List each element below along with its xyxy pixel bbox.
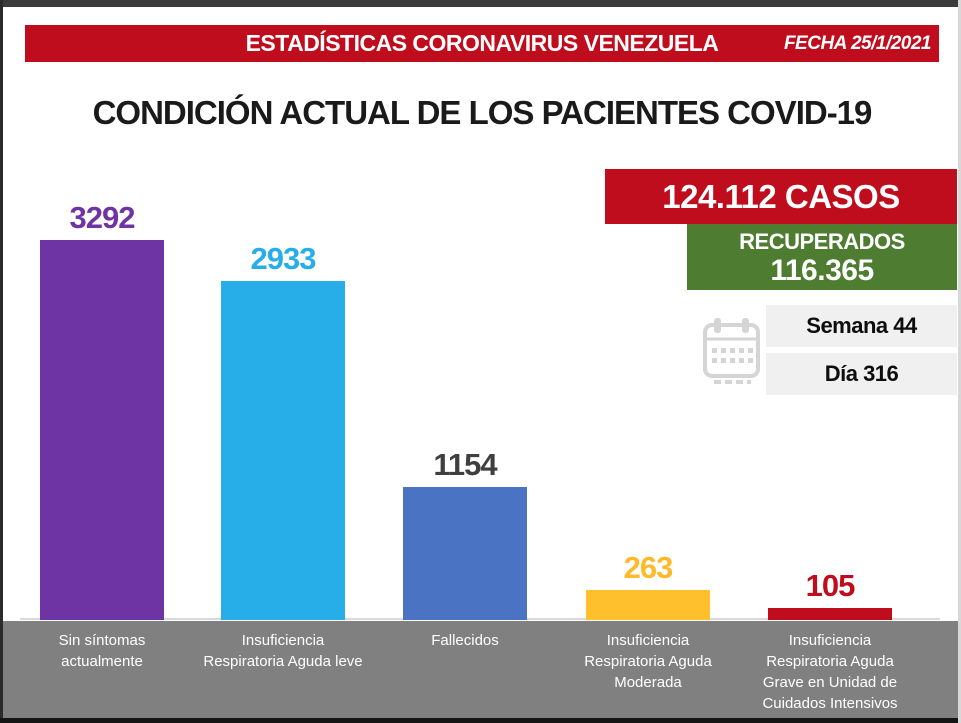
bar-ira-moderada bbox=[586, 590, 710, 620]
category-line: Respiratoria Aguda leve bbox=[203, 653, 363, 670]
bar-value-label: 2933 bbox=[250, 241, 316, 276]
recovered-box bbox=[687, 224, 957, 290]
bar-value-label: 105 bbox=[805, 568, 855, 603]
bar-group-sin-sintomas bbox=[40, 200, 164, 620]
banner-title: ESTADÍSTICAS CORONAVIRUS VENEZUELA bbox=[245, 30, 719, 56]
bar-ira-leve bbox=[221, 281, 345, 620]
banner-date: FECHA 25/1/2021 bbox=[783, 33, 931, 54]
category-line: Insuficiencia bbox=[788, 632, 872, 649]
category-line: Sin síntomas bbox=[58, 632, 146, 649]
category-line: Moderada bbox=[614, 674, 682, 691]
category-label-sin-sintomas bbox=[2, 630, 202, 672]
recovered-value: 116.365 bbox=[770, 254, 874, 287]
bar-fallecidos bbox=[403, 487, 527, 620]
category-axis-band bbox=[3, 621, 958, 718]
category-line: actualmente bbox=[61, 653, 143, 670]
window-border-left bbox=[0, 0, 3, 723]
total-cases-label: 124.112 CASOS bbox=[662, 178, 900, 215]
category-line: Cuidados Intensivos bbox=[762, 695, 898, 712]
bar-group-ira-leve bbox=[221, 241, 345, 620]
bar-sin-sintomas bbox=[40, 240, 164, 620]
category-line: Insuficiencia bbox=[606, 632, 690, 649]
week-label: Semana 44 bbox=[806, 313, 917, 338]
window-border-bottom bbox=[0, 718, 961, 723]
recovered-title: RECUPERADOS bbox=[739, 229, 905, 254]
category-line: Insuficiencia bbox=[241, 632, 325, 649]
category-label-ira-moderada bbox=[548, 630, 748, 693]
bar-ira-grave bbox=[768, 608, 892, 620]
category-line: Respiratoria Aguda bbox=[766, 653, 894, 670]
bar-group-ira-moderada bbox=[586, 550, 710, 620]
bar-group-fallecidos bbox=[403, 447, 527, 620]
week-badge bbox=[766, 305, 957, 347]
page-title: CONDICIÓN ACTUAL DE LOS PACIENTES COVID-19 bbox=[92, 94, 872, 131]
bar-value-label: 1154 bbox=[433, 447, 497, 482]
category-line: Grave en Unidad de bbox=[762, 674, 898, 691]
bar-value-label: 263 bbox=[623, 550, 673, 585]
category-label-ira-grave bbox=[730, 630, 930, 714]
bar-group-ira-grave bbox=[768, 568, 892, 620]
category-line: Respiratoria Aguda bbox=[584, 653, 712, 670]
window-border-top bbox=[0, 0, 961, 7]
total-cases-box bbox=[605, 169, 957, 224]
day-label: Día 316 bbox=[824, 361, 899, 386]
bar-value-label: 3292 bbox=[69, 200, 135, 235]
category-label-fallecidos bbox=[365, 630, 565, 651]
calendar-icon bbox=[701, 316, 763, 390]
header-banner bbox=[25, 25, 939, 62]
category-label-ira-leve bbox=[183, 630, 383, 672]
day-badge bbox=[766, 353, 957, 395]
category-line: Fallecidos bbox=[431, 632, 499, 649]
